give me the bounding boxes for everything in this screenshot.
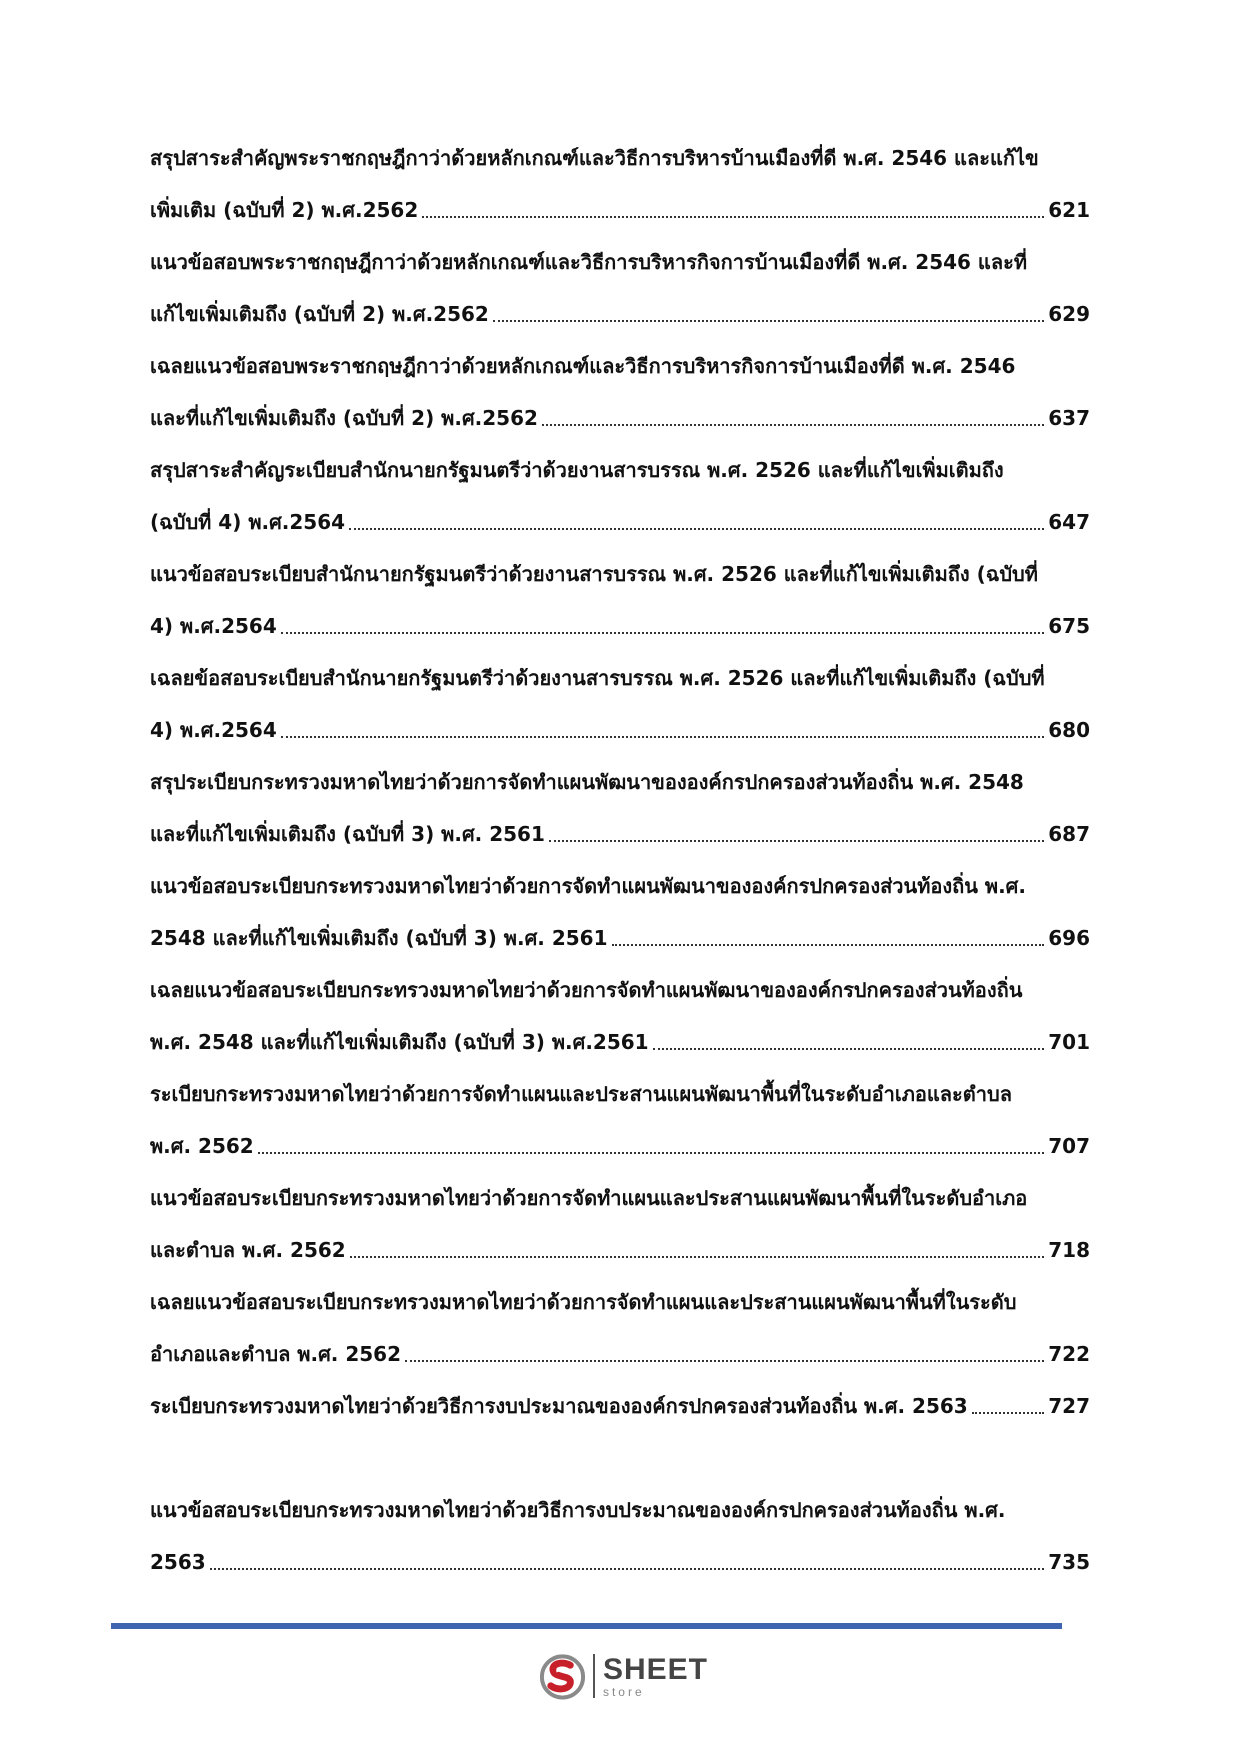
toc-entry[interactable]: [150, 1078, 1090, 1182]
toc-page-number: 680: [1048, 718, 1090, 742]
toc-page-number: 629: [1048, 302, 1090, 326]
dot-leader: [405, 1338, 1044, 1362]
toc-entry-line2: [150, 1338, 1090, 1370]
sheet-store-logo: [538, 1648, 708, 1704]
toc-entry-title-line2: พ.ศ. 2548 และที่แก้ไขเพิ่มเติมถึง (ฉบับที่ 3) พ.ศ.2561: [150, 1030, 649, 1054]
dot-leader: [349, 506, 1044, 530]
toc-entry-title-line1: เฉลยข้อสอบระเบียบสำนักนายกรัฐมนตรีว่าด้วยงานสารบรรณ พ.ศ. 2526 และที่แก้ไขเพิ่มเติมถึง (ฉบับที่: [150, 666, 1045, 690]
dot-leader: [210, 1546, 1045, 1570]
toc-entry[interactable]: [150, 766, 1090, 870]
toc-entry-title-line2: และที่แก้ไขเพิ่มเติมถึง (ฉบับที่ 3) พ.ศ. 2561: [150, 822, 545, 846]
s-logo-icon: [538, 1651, 587, 1701]
toc-page-number: 727: [1048, 1394, 1090, 1418]
footer-rule: [111, 1623, 1062, 1629]
toc-page-number: 707: [1048, 1134, 1090, 1158]
toc-entry-title-line1: สรุประเบียบกระทรวงมหาดไทยว่าด้วยการจัดทำแผนพัฒนาขององค์กรปกครองส่วนท้องถิ่น พ.ศ. 2548: [150, 770, 1024, 794]
toc-entry-title-line1: สรุปสาระสำคัญพระราชกฤษฎีกาว่าด้วยหลักเกณฑ์และวิธีการบริหารบ้านเมืองที่ดี พ.ศ. 2546 และแก้ไข: [150, 146, 1039, 170]
toc-entry-line2: [150, 610, 1090, 642]
dot-leader: [281, 610, 1044, 634]
toc-entry-line2: [150, 298, 1090, 330]
dot-leader: [549, 818, 1044, 842]
toc-entry-line2: [150, 1130, 1090, 1162]
toc-entry[interactable]: [150, 870, 1090, 974]
toc-entry-title-line1: เฉลยแนวข้อสอบพระราชกฤษฎีกาว่าด้วยหลักเกณฑ์และวิธีการบริหารกิจการบ้านเมืองที่ดี พ.ศ. 2546: [150, 354, 1016, 378]
toc-entry-title-line1: เฉลยแนวข้อสอบระเบียบกระทรวงมหาดไทยว่าด้วยการจัดทำแผนพัฒนาขององค์กรปกครองส่วนท้องถิ่น: [150, 978, 1023, 1002]
toc-page-number: 735: [1048, 1550, 1090, 1574]
toc-entry-title-line2: และตำบล พ.ศ. 2562: [150, 1238, 346, 1262]
toc-entry-line2: [150, 1390, 1090, 1422]
toc-page-number: 647: [1048, 510, 1090, 534]
toc-page-number: 718: [1048, 1238, 1090, 1262]
toc-entry-line2: [150, 1234, 1090, 1266]
toc-entry-title-line1: แนวข้อสอบพระราชกฤษฎีกาว่าด้วยหลักเกณฑ์และวิธีการบริหารกิจการบ้านเมืองที่ดี พ.ศ. 2546 และที่: [150, 250, 1028, 274]
dot-leader: [612, 922, 1045, 946]
brand-name: SHEET: [602, 1652, 708, 1686]
dot-leader: [542, 402, 1044, 426]
dot-leader: [972, 1390, 1045, 1414]
toc-entry[interactable]: [150, 142, 1090, 246]
toc-page-number: 696: [1048, 926, 1090, 950]
brand-text: [602, 1652, 708, 1699]
toc-entry-line2: [150, 1026, 1090, 1058]
dot-leader: [281, 714, 1044, 738]
toc-entry[interactable]: [150, 662, 1090, 766]
toc-entry-title-line1: ระเบียบกระทรวงมหาดไทยว่าด้วยการจัดทำแผนและประสานแผนพัฒนาพื้นที่ในระดับอำเภอและตำบล: [150, 1082, 1012, 1106]
dot-leader: [350, 1234, 1045, 1258]
toc-entry-title-line2: 4) พ.ศ.2564: [150, 614, 277, 638]
toc-entry-line2: [150, 818, 1090, 850]
toc-page-number: 687: [1048, 822, 1090, 846]
toc-entry-title-line1: แนวข้อสอบระเบียบกระทรวงมหาดไทยว่าด้วยวิธีการงบประมาณขององค์กรปกครองส่วนท้องถิ่น พ.ศ.: [150, 1498, 1006, 1522]
toc-entry-title-line2: (ฉบับที่ 4) พ.ศ.2564: [150, 510, 346, 534]
toc-entry-title-line1: เฉลยแนวข้อสอบระเบียบกระทรวงมหาดไทยว่าด้วยการจัดทำแผนและประสานแผนพัฒนาพื้นที่ในระดับ: [150, 1290, 1017, 1314]
toc-entry[interactable]: [150, 974, 1090, 1078]
dot-leader: [422, 194, 1044, 218]
toc-entry-title-line2: ระเบียบกระทรวงมหาดไทยว่าด้วยวิธีการงบประมาณขององค์กรปกครองส่วนท้องถิ่น พ.ศ. 2563: [150, 1394, 968, 1418]
toc-page-number: 722: [1048, 1342, 1090, 1366]
toc-page-number: 621: [1048, 198, 1090, 222]
toc-entry[interactable]: [150, 1390, 1090, 1494]
toc-entry-line2: [150, 194, 1090, 226]
toc-entry-title-line2: 2563: [150, 1550, 206, 1574]
dot-leader: [258, 1130, 1045, 1154]
toc-entry[interactable]: [150, 558, 1090, 662]
toc-entry-title-line2: อำเภอและตำบล พ.ศ. 2562: [150, 1342, 401, 1366]
toc-entry[interactable]: [150, 454, 1090, 558]
toc-entry-line2: [150, 402, 1090, 434]
logo-separator: [593, 1654, 595, 1698]
dot-leader: [493, 298, 1044, 322]
toc-entry-title-line2: 2548 และที่แก้ไขเพิ่มเติมถึง (ฉบับที่ 3) พ.ศ. 2561: [150, 926, 608, 950]
brand-sub: store: [602, 1684, 645, 1699]
toc-entry-title-line2: 4) พ.ศ.2564: [150, 718, 277, 742]
toc-entry[interactable]: [150, 1286, 1090, 1390]
toc-entry[interactable]: [150, 1494, 1090, 1598]
toc-entry-title-line2: พ.ศ. 2562: [150, 1134, 254, 1158]
toc-entry-title-line2: เพิ่มเติม (ฉบับที่ 2) พ.ศ.2562: [150, 198, 419, 222]
toc-entry-title-line1: แนวข้อสอบระเบียบกระทรวงมหาดไทยว่าด้วยการจัดทำแผนและประสานแผนพัฒนาพื้นที่ในระดับอำเภอ: [150, 1186, 1028, 1210]
toc-page-number: 637: [1048, 406, 1090, 430]
toc-entry-line2: [150, 1546, 1090, 1578]
toc-page-number: 701: [1048, 1030, 1090, 1054]
toc-entry[interactable]: [150, 1182, 1090, 1286]
toc-entry-title-line1: แนวข้อสอบระเบียบสำนักนายกรัฐมนตรีว่าด้วยงานสารบรรณ พ.ศ. 2526 และที่แก้ไขเพิ่มเติมถึง (ฉบับที่: [150, 562, 1038, 586]
toc-entry[interactable]: [150, 350, 1090, 454]
toc-entry-line2: [150, 506, 1090, 538]
table-of-contents: [150, 142, 1090, 1598]
dot-leader: [653, 1026, 1045, 1050]
toc-entry-title-line1: สรุปสาระสำคัญระเบียบสำนักนายกรัฐมนตรีว่าด้วยงานสารบรรณ พ.ศ. 2526 และที่แก้ไขเพิ่มเติมถึง: [150, 458, 1004, 482]
toc-entry[interactable]: [150, 246, 1090, 350]
toc-entry-title-line2: และที่แก้ไขเพิ่มเติมถึง (ฉบับที่ 2) พ.ศ.2562: [150, 406, 538, 430]
toc-entry-title-line2: แก้ไขเพิ่มเติมถึง (ฉบับที่ 2) พ.ศ.2562: [150, 302, 489, 326]
toc-entry-line2: [150, 714, 1090, 746]
toc-page-number: 675: [1048, 614, 1090, 638]
toc-entry-title-line1: แนวข้อสอบระเบียบกระทรวงมหาดไทยว่าด้วยการจัดทำแผนพัฒนาขององค์กรปกครองส่วนท้องถิ่น พ.ศ.: [150, 874, 1026, 898]
toc-entry-line2: [150, 922, 1090, 954]
